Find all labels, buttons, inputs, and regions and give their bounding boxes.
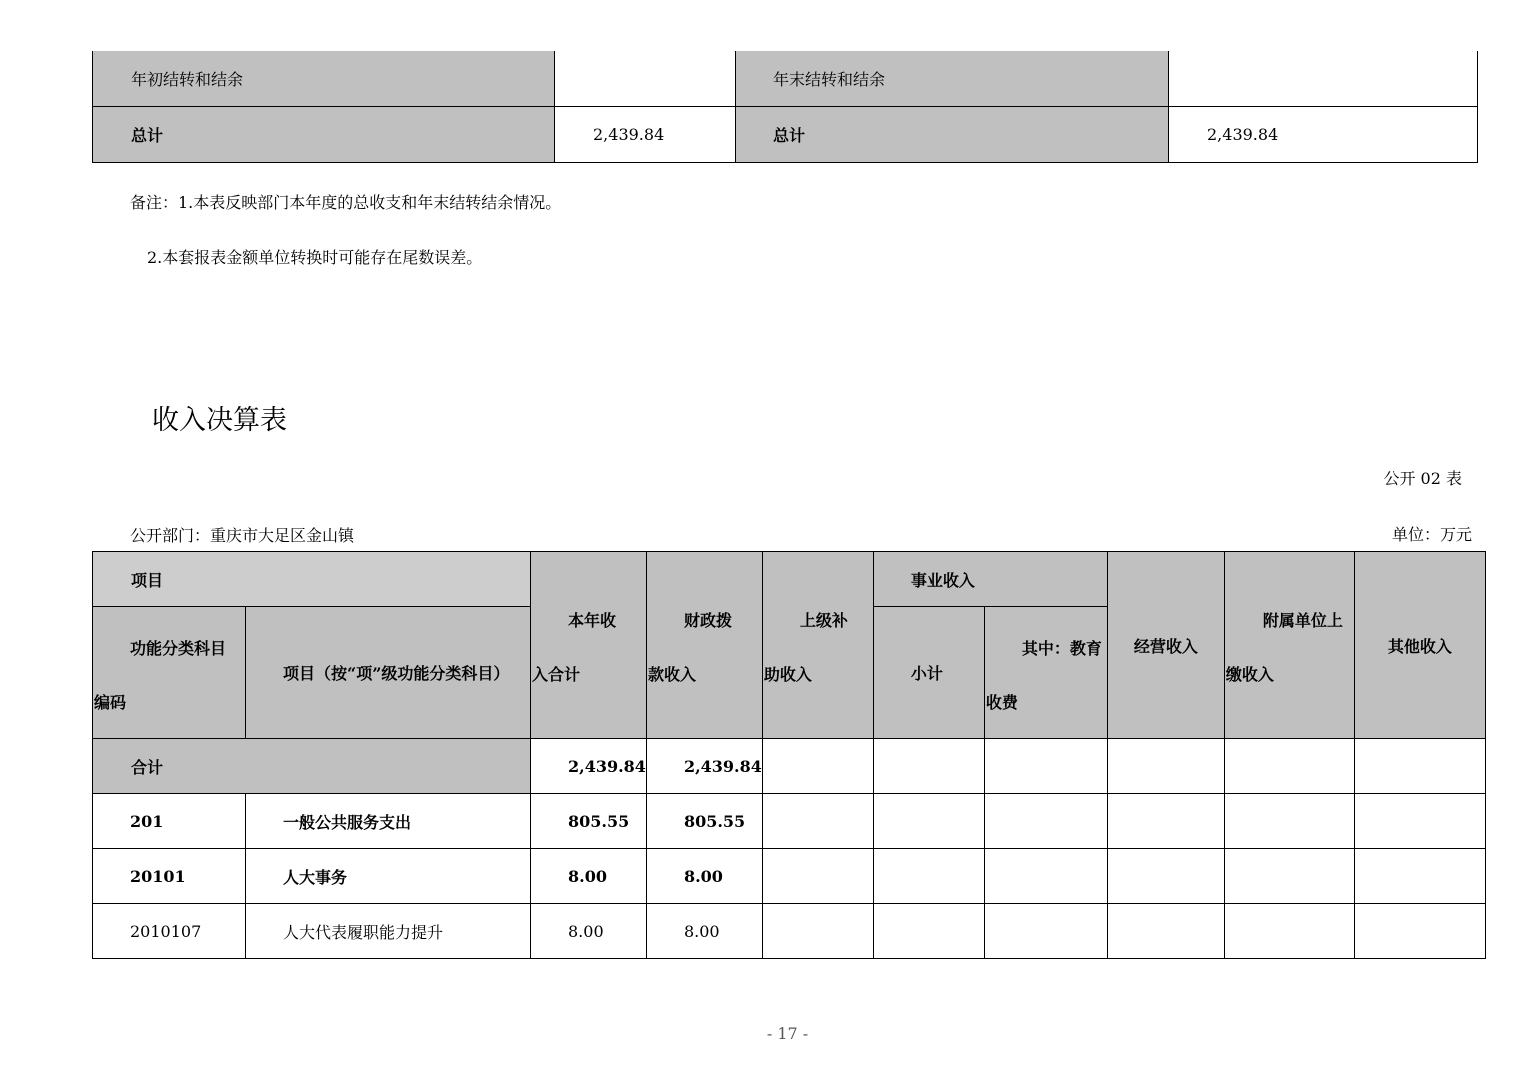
empty-cell xyxy=(1354,794,1485,849)
header-fiscal: 财政拨 款收入 xyxy=(646,552,762,739)
unit-label: 单位：万元 xyxy=(1391,525,1472,544)
income-table xyxy=(92,551,1486,959)
row-name: 人大代表履职能力提升 xyxy=(246,904,531,959)
form-number: 公开 02 表 xyxy=(1383,469,1462,488)
row-code: 2010107 xyxy=(93,904,246,959)
header-subtotal: 小计 xyxy=(873,607,984,739)
beginning-balance-value xyxy=(555,51,736,107)
empty-cell xyxy=(762,904,873,959)
total-income-label: 总计 xyxy=(93,107,555,163)
header-item-name: 项目（按“项”级功能分类科目） xyxy=(246,607,531,739)
table-row xyxy=(93,904,1486,959)
empty-cell xyxy=(1224,904,1354,959)
report-title: 收入决算表 xyxy=(152,405,287,436)
row-fiscal: 8.00 xyxy=(646,849,762,904)
header-operating-income: 经营收入 xyxy=(1107,552,1224,739)
empty-cell xyxy=(984,849,1107,904)
note-line-2: 2.本套报表金额单位转换时可能存在尾数误差。 xyxy=(147,248,483,267)
empty-cell xyxy=(762,849,873,904)
empty-cell xyxy=(762,739,873,794)
header-other-income: 其他收入 xyxy=(1354,552,1485,739)
empty-cell xyxy=(984,739,1107,794)
header-education-fee: 其中：教育 收费 xyxy=(984,607,1107,739)
empty-cell xyxy=(1224,849,1354,904)
empty-cell xyxy=(1354,739,1485,794)
table-row xyxy=(93,794,1486,849)
header-affiliated-income: 附属单位上 缴收入 xyxy=(1224,552,1354,739)
table-row xyxy=(93,739,1486,794)
row-total: 8.00 xyxy=(531,904,647,959)
total-expense-label: 总计 xyxy=(736,107,1169,163)
ending-balance-value xyxy=(1169,51,1478,107)
total-income-value: 2,439.84 xyxy=(555,107,736,163)
row-total: 805.55 xyxy=(531,794,647,849)
header-superior-subsidy: 上级补 助收入 xyxy=(762,552,873,739)
page-number: - 17 - xyxy=(766,1024,809,1043)
table-row xyxy=(93,849,1486,904)
empty-cell xyxy=(1107,849,1224,904)
header-item: 项目 xyxy=(93,552,531,607)
note-line-1: 备注：1.本表反映部门本年度的总收支和年末结转结余情况。 xyxy=(130,193,562,212)
total-expense-value: 2,439.84 xyxy=(1169,107,1478,163)
header-business-income: 事业收入 xyxy=(873,552,1107,607)
row-fiscal: 805.55 xyxy=(646,794,762,849)
row-code: 201 xyxy=(93,794,246,849)
row-total: 8.00 xyxy=(531,849,647,904)
row-fiscal: 8.00 xyxy=(646,904,762,959)
empty-cell xyxy=(1107,904,1224,959)
table-row xyxy=(93,51,1478,107)
row-name: 一般公共服务支出 xyxy=(246,794,531,849)
header-total: 本年收 入合计 xyxy=(531,552,647,739)
empty-cell xyxy=(1354,849,1485,904)
empty-cell xyxy=(984,794,1107,849)
ending-balance-label: 年末结转和结余 xyxy=(736,51,1169,107)
sum-fiscal: 2,439.84 xyxy=(646,739,762,794)
empty-cell xyxy=(873,904,984,959)
empty-cell xyxy=(1107,794,1224,849)
empty-cell xyxy=(984,904,1107,959)
header-function-code: 功能分类科目 编码 xyxy=(93,607,246,739)
carryover-table xyxy=(92,51,1478,163)
row-name: 人大事务 xyxy=(246,849,531,904)
table-row xyxy=(93,107,1478,163)
empty-cell xyxy=(1354,904,1485,959)
department-label: 公开部门：重庆市大足区金山镇 xyxy=(130,526,355,545)
empty-cell xyxy=(762,794,873,849)
empty-cell xyxy=(1224,794,1354,849)
empty-cell xyxy=(873,794,984,849)
sum-total: 2,439.84 xyxy=(531,739,647,794)
empty-cell xyxy=(873,739,984,794)
empty-cell xyxy=(1107,739,1224,794)
row-code: 20101 xyxy=(93,849,246,904)
empty-cell xyxy=(1224,739,1354,794)
empty-cell xyxy=(873,849,984,904)
sum-label: 合计 xyxy=(93,739,531,794)
beginning-balance-label: 年初结转和结余 xyxy=(93,51,555,107)
